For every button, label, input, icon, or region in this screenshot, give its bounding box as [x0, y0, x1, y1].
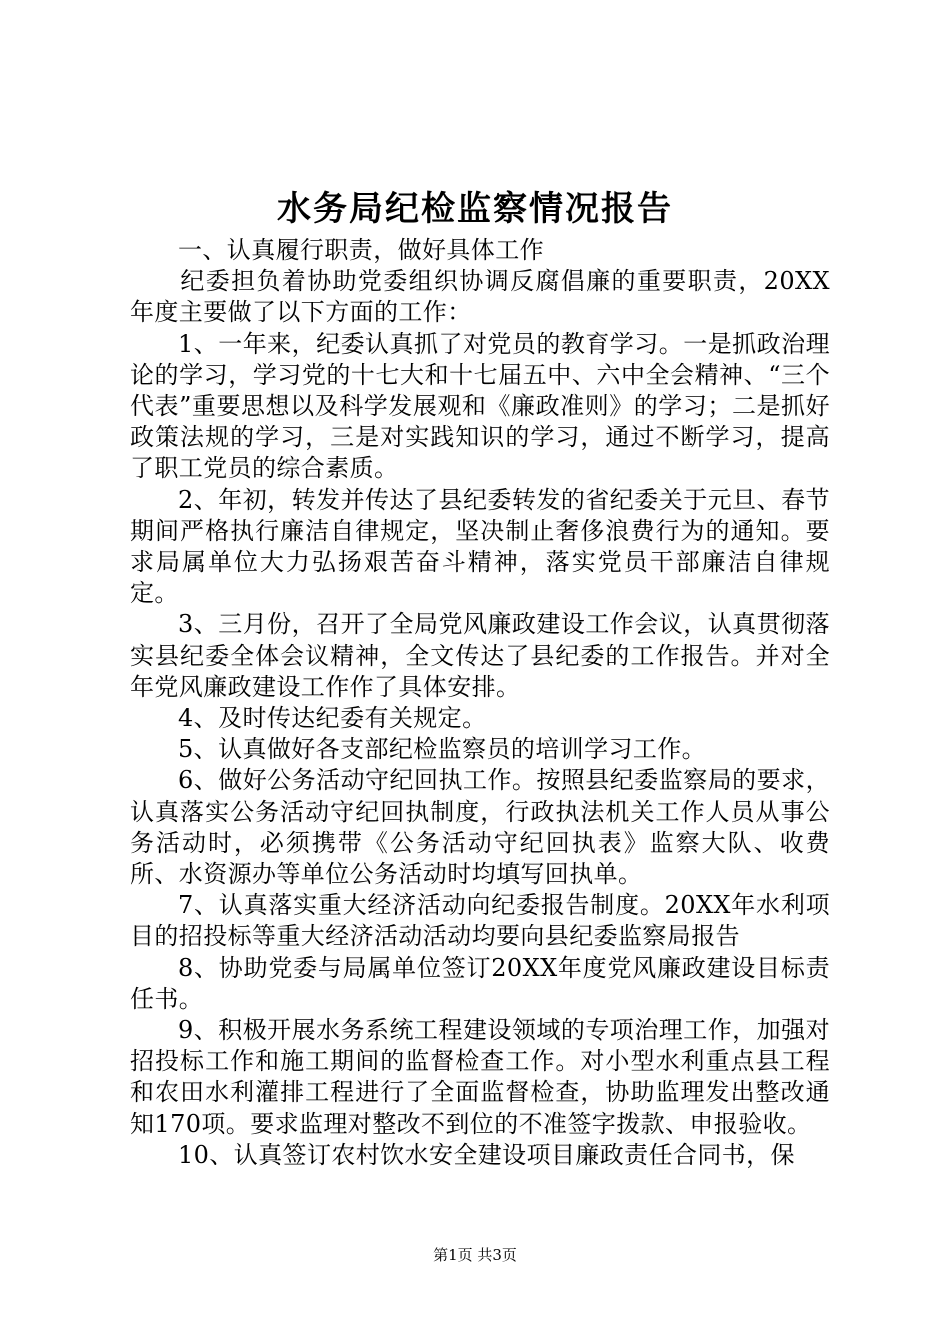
intro-paragraph: 纪委担负着协助党委组织协调反腐倡廉的重要职责，20XX年度主要做了以下方面的工作： [130, 267, 830, 327]
document-title: 水务局纪检监察情况报告 [277, 189, 673, 229]
item-paragraph-10: 10、认真签订农村饮水安全建设项目廉政责任合同书，保 [178, 1140, 795, 1169]
document-body [130, 235, 830, 1171]
item-paragraph-9: 9、积极开展水务系统工程建设领域的专项治理工作，加强对招投标工作和施工期间的监督检查工作。对小型水利重点县工程和农田水利灌排工程进行了全面监督检查，协助监理发出整改通知170项。要求监理对整改不到位的不准签字拨款、申报验收。 [130, 1016, 830, 1138]
section-heading: 一、认真履行职责，做好具体工作 [178, 236, 544, 264]
item-paragraph-3: 3、三月份，召开了全局党风廉政建设工作会议，认真贯彻落实县纪委全体会议精神，全文传达了县纪委的工作报告。并对全年党风廉政建设工作作了具体安排。 [130, 610, 830, 701]
item-paragraph-5: 5、认真做好各支部纪检监察员的培训学习工作。 [178, 735, 707, 764]
item-paragraph-6: 6、做好公务活动守纪回执工作。按照县纪委监察局的要求，认真落实公务活动守纪回执制度，行政执法机关工作人员从事公务活动时，必须携带《公务活动守纪回执表》监察大队、收费所、水资源办等单位公务活动时均填写回执单。 [130, 766, 830, 889]
item-paragraph-2: 2、年初，转发并传达了县纪委转发的省纪委关于元旦、春节期间严格执行廉洁自律规定，坚决制止奢侈浪费行为的通知。要求局属单位大力弘扬艰苦奋斗精神，落实党员干部廉洁自律规定。 [130, 485, 830, 608]
page-footer: 第1页 共3页 [433, 1246, 517, 1264]
item-paragraph-7: 7、认真落实重大经济活动向纪委报告制度。20XX年水利项目的招投标等重大经济活动活动均要向县纪委监察局报告 [130, 891, 830, 951]
item-paragraph-8: 8、协助党委与局属单位签订20XX年度党风廉政建设目标责任书。 [130, 953, 830, 1013]
item-paragraph-1: 1、一年来，纪委认真抓了对党员的教育学习。一是抓政治理论的学习，学习党的十七大和十七届五中、六中全会精神、“三个代表”重要思想以及科学发展观和《廉政准则》的学习；二是抓好政策法规的学习，三是对实践知识的学习，通过不断学习，提高了职工党员的综合素质。 [130, 329, 830, 483]
item-paragraph-4: 4、及时传达纪委有关规定。 [178, 704, 487, 733]
